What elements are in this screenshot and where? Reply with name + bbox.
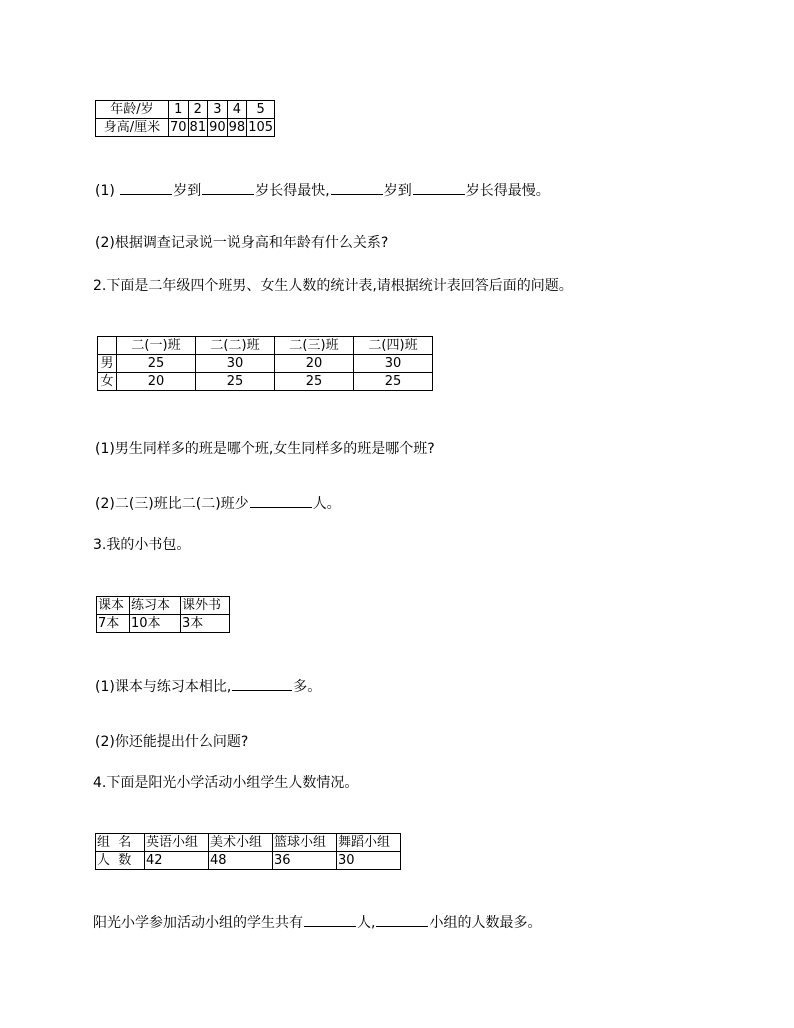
table-header: 美术小组 bbox=[209, 834, 273, 852]
table-cell: 1 bbox=[169, 101, 189, 119]
table-header: 课本 bbox=[97, 597, 130, 615]
text: 岁长得最快, bbox=[255, 183, 330, 199]
q4-title: 4.下面是阳光小学活动小组学生人数情况。 bbox=[93, 775, 359, 791]
table-header: 练习本 bbox=[130, 597, 181, 615]
text: (2)二(三)班比二(二)班少 bbox=[95, 496, 249, 512]
table-cell: 25 bbox=[354, 373, 433, 391]
text: 岁到 bbox=[383, 183, 412, 199]
table-cell: 3 bbox=[208, 101, 228, 119]
row-label: 人 数 bbox=[96, 852, 145, 870]
q1-part2: (2)根据调查记录说一说身高和年龄有什么关系? bbox=[95, 235, 389, 251]
text: 岁长得最慢。 bbox=[465, 183, 550, 199]
answer-blank[interactable] bbox=[331, 181, 383, 195]
height-row-label: 身高/厘米 bbox=[96, 119, 169, 137]
table-cell: 30 bbox=[354, 355, 433, 373]
q3-part1 bbox=[95, 677, 321, 696]
answer-blank[interactable] bbox=[250, 494, 312, 508]
q2-part1: (1)男生同样多的班是哪个班,女生同样多的班是哪个班? bbox=[95, 441, 435, 457]
q4-answer bbox=[93, 913, 541, 932]
table-row bbox=[96, 834, 401, 852]
table-cell: 90 bbox=[209, 120, 226, 135]
table-row bbox=[97, 597, 230, 615]
table-cell: 4 bbox=[227, 101, 247, 119]
table-cell: 20 bbox=[117, 373, 196, 391]
table-cell: 2 bbox=[188, 101, 208, 119]
answer-blank[interactable] bbox=[202, 181, 254, 195]
table-row bbox=[96, 119, 275, 137]
row-label: 组 名 bbox=[96, 834, 145, 852]
answer-blank[interactable] bbox=[413, 181, 465, 195]
table-cell: 3本 bbox=[181, 615, 230, 633]
table-cell: 81 bbox=[189, 120, 207, 135]
table-row bbox=[97, 615, 230, 633]
age-row-label: 年龄/岁 bbox=[96, 101, 169, 119]
table-cell: 30 bbox=[337, 852, 401, 870]
table-header: 二(三)班 bbox=[275, 337, 354, 355]
bag-table bbox=[96, 596, 230, 633]
table-row bbox=[98, 355, 433, 373]
answer-blank[interactable] bbox=[232, 677, 292, 691]
text: 小组的人数最多。 bbox=[429, 915, 542, 931]
q1-part1 bbox=[95, 181, 550, 200]
table-cell: 42 bbox=[145, 852, 209, 870]
table-header: 篮球小组 bbox=[273, 834, 337, 852]
table-cell: 5 bbox=[247, 101, 275, 119]
text: 人。 bbox=[312, 496, 341, 512]
text: 阳光小学参加活动小组的学生共有 bbox=[93, 915, 303, 931]
part-number: (1) bbox=[95, 183, 115, 199]
table-header: 二(四)班 bbox=[354, 337, 433, 355]
class-table-wrap bbox=[97, 336, 433, 391]
row-label: 女 bbox=[98, 373, 117, 391]
table-cell: 70 bbox=[170, 120, 187, 135]
table-row bbox=[98, 337, 433, 355]
table-cell: 25 bbox=[117, 355, 196, 373]
table-row bbox=[98, 373, 433, 391]
table-row bbox=[96, 852, 401, 870]
q2-title: 2.下面是二年级四个班男、女生人数的统计表,请根据统计表回答后面的问题。 bbox=[93, 278, 573, 294]
table-cell: 25 bbox=[196, 373, 275, 391]
group-table-wrap bbox=[95, 833, 401, 870]
table-header: 英语小组 bbox=[145, 834, 209, 852]
table-cell: 48 bbox=[209, 852, 273, 870]
q3-title: 3.我的小书包。 bbox=[93, 537, 191, 553]
table-cell: 98 bbox=[228, 120, 246, 135]
age-height-table bbox=[95, 100, 275, 137]
table-header: 课外书 bbox=[181, 597, 230, 615]
table-cell: 30 bbox=[196, 355, 275, 373]
table-row bbox=[96, 101, 275, 119]
table-cell: 10本 bbox=[130, 615, 181, 633]
activity-group-table bbox=[95, 833, 401, 870]
table-cell: 25 bbox=[275, 373, 354, 391]
q2-part2 bbox=[95, 494, 341, 513]
answer-blank[interactable] bbox=[120, 181, 172, 195]
table-cell: 7本 bbox=[97, 615, 130, 633]
table-header: 二(二)班 bbox=[196, 337, 275, 355]
text: 岁到 bbox=[173, 183, 202, 199]
table-cell: 105 bbox=[248, 120, 274, 135]
answer-blank[interactable] bbox=[376, 913, 428, 927]
table-cell: 20 bbox=[275, 355, 354, 373]
class-gender-table bbox=[97, 336, 433, 391]
bag-table-wrap bbox=[96, 596, 230, 633]
table-cell: 36 bbox=[273, 852, 337, 870]
text: (1)课本与练习本相比, bbox=[95, 679, 232, 695]
row-label: 男 bbox=[98, 355, 117, 373]
answer-blank[interactable] bbox=[304, 913, 356, 927]
text: 人, bbox=[357, 915, 376, 931]
table-header: 舞蹈小组 bbox=[337, 834, 401, 852]
q3-part2: (2)你还能提出什么问题? bbox=[95, 734, 249, 750]
age-height-table-wrap bbox=[95, 100, 275, 137]
text: 多。 bbox=[293, 679, 322, 695]
table-corner-cell bbox=[98, 337, 117, 355]
table-header: 二(一)班 bbox=[117, 337, 196, 355]
